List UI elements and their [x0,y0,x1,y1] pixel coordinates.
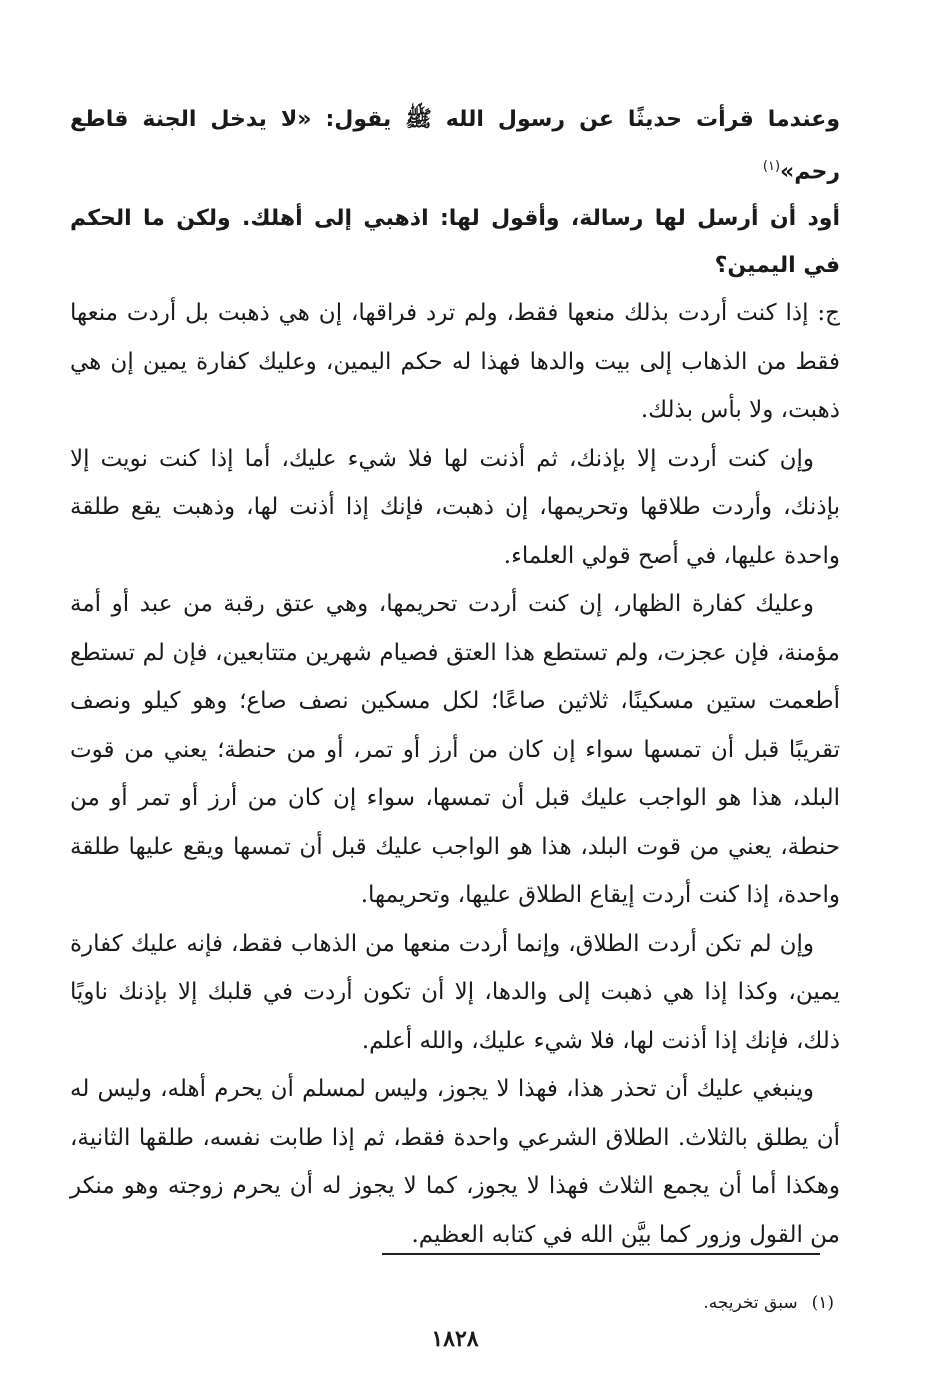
answer-paragraph-3: وعليك كفارة الظهار، إن كنت أردت تحريمها، وهي عتق رقبة من عبد أو أمة مؤمنة، فإن عجزت، ولم تستطع هذا العتق فصيام شهرين متتابعين، فإن لم تستطع أطعمت ستين مسكينًا، ثلاثين صاعًا؛ لكل مسكين نصف صاع؛ وهو كيلو ونصف تقريبًا قبل أن تمسها سواء إن كان من أرز أو تمر، أو من حنطة؛ يعني من قوت البلد، هذا هو الواجب عليك قبل أن تمسها، سواء إن كان من أرز أو تمر أو من حنطة، يعني من قوت البلد، هذا هو الواجب عليك قبل أن تمسها ويقع عليها طلقة واحدة، إذا كنت أردت إيقاع الطلاق عليها، وتحريمها. [70,591,840,909]
footnote-number: (١) [811,1293,834,1313]
answer-paragraph-5: وينبغي عليك أن تحذر هذا، فهذا لا يجوز، وليس لمسلم أن يحرم أهله، وليس له أن يطلق بالثلاث. الطلاق الشرعي واحدة فقط، ثم إذا طابت نفسه، طلقها الثانية، وهكذا أما أن يجمع الثلاث فهذا لا يجوز، كما لا يجوز له أن يحرم زوجته وهو منكر من القول وزور كما بيَّن الله في كتابه العظيم. [70,1076,840,1248]
question-line-2: أود أن أرسل لها رسالة، وأقول لها: اذهبي إلى أهلك. ولكن ما الحكم في اليمين؟ [70,206,840,279]
footnote-divider [382,1253,820,1255]
answer-paragraph-4: وإن لم تكن أردت الطلاق، وإنما أردت منعها من الذهاب فقط، فإنه عليك كفارة يمين، وكذا إذا هي ذهبت إلى والدها، إلا أن تكون أردت في قلبك إلا بإذنك ناويًا ذلك، فإنك إذا أذنت لها، فلا شيء عليك، والله أعلم. [70,930,840,1054]
answer-paragraph-2: وإن كنت أردت إلا بإذنك، ثم أذنت لها فلا شيء عليك، أما إذا كنت نويت إلا بإذنك، وأردت طلاقها وتحريمها، إن ذهبت، فإنك إذا أذنت لها، وذهبت يقع طلقة واحدة عليها، في أصح قولي العلماء. [70,445,840,569]
footnote [703,1291,834,1315]
document-page [70,96,840,1366]
page-number: ١٨٢٨ [431,1326,479,1352]
footnote-marker: (١) [762,159,781,174]
answer-paragraph-1: ج: إذا كنت أردت بذلك منعها فقط، ولم ترد فراقها، إن هي ذهبت بل أردت منعها فقط من الذهاب إلى بيت والدها فهذا له حكم اليمين، وعليك كفارة يمين إن هي ذهبت، ولا بأس بذلك. [70,300,840,424]
question-line-1 [70,96,840,195]
question-text-1: وعندما قرأت حديثًا عن رسول الله ﷺ يقول: «لا يدخل الجنة قاطع رحم» [70,107,840,185]
footnote-text: سبق تخريجه. [703,1293,798,1313]
